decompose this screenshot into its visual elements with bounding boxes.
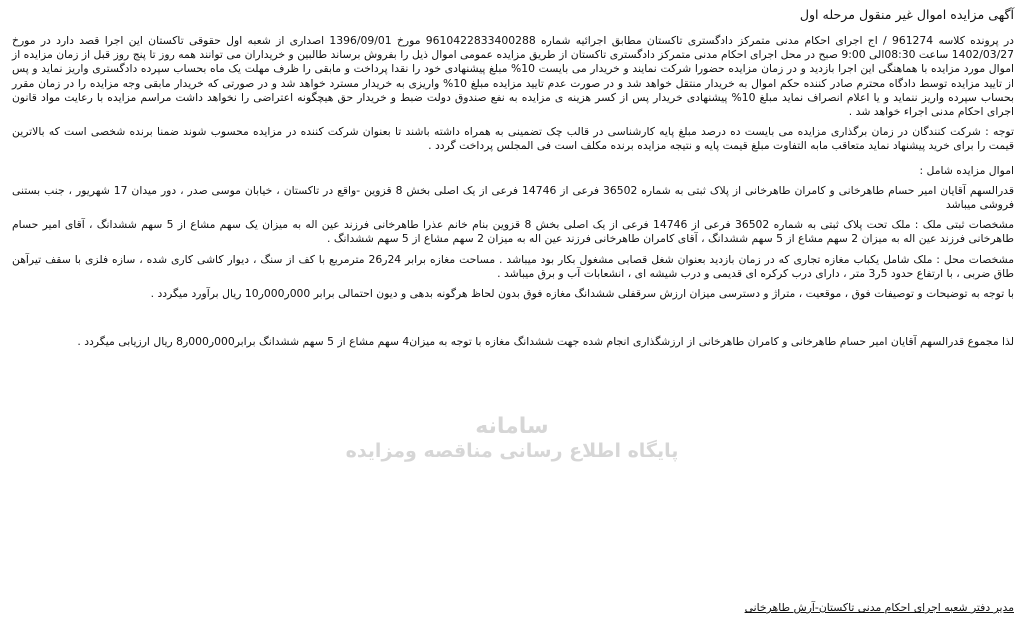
paragraph-assets-heading: اموال مزایده شامل :: [919, 163, 1014, 177]
paragraph-share-description: قدرالسهم آقایان امیر حسام طاهرخانی و کامران طاهرخانی از پلاک ثبتی به شماره 36502 فرعی از 14746 فرعی از یک اصلی بخش 8 قزوین -واقع در تاکستان ، خیابان موسی صدر ، دور میدان 17 شهریور ، جنب بستنی فروشی میباشد: [12, 183, 1014, 212]
paragraph-total-share-value: لذا مجموع قدرالسهم آقایان امیر حسام طاهرخانی و کامران طاهرخانی از ارزشگذاری انجام شده جهت ششدانگ مغازه با توجه به میزان4 سهم مشاع از 5 سهم ششدانگ برابر000ر000ر8 ریال ارزیابی میگردد .: [77, 335, 1014, 349]
paragraph-registration-details: مشخصات ثبتی ملک : ملک تحت پلاک ثبتی به شماره 36502 فرعی از 14746 فرعی از یک اصلی بخش 8 قزوین بنام خانم عذرا طاهرخانی فرزند عین اله به میزان یک سهم مشاع از 5 سهم ششدانگ ، آقای امیر حسام طاهرخانی فرزند عین اله به میزان 2 سهم مشاع از 5 سهم ششدانگ ، آقای کامران طاهرخانی فرزند عین اله به میزان 2 سهم مشاع از 5 سهم ششدانگ .: [12, 218, 1014, 246]
paragraph-location-details: مشخصات محل : ملک شامل یکباب مغازه تجاری که در زمان بازدید بعنوان شغل قصابی مشغول بکار بود میباشد . مساحت مغازه برابر 24ر26 مترمربع با کف از سنگ ، دیوار کاشی کاری شده ، سازه فلزی با سقف تیرآهن طاق ضربی ، با ارتفاع حدود 5ر3 متر ، دارای درب کرکره ای قدیمی و درب شیشه ای ، انشعابات آب و برق میباشد .: [12, 252, 1014, 280]
document-title: آگهی مزایده اموال غیر منقول مرحله اول: [799, 7, 1014, 22]
signature-line: مدیر دفتر شعبه اجرای احکام مدنی تاکستان-آرش طاهرخانی: [744, 601, 1014, 614]
paragraph-notice: توجه : شرکت کنندگان در زمان برگذاری مزایده می بایست ده درصد مبلغ پایه کارشناسی در قالب چک تضمینی به همراه داشته باشند تا بعنوان شرکت کننده در مزایده محسوب شوند ضمنا برنده شخصی است که بالاترین قیمت را برای خرید پیشنهاد نماید متعاقب مابه التفاوت مبلغ قیمت پایه و نتیجه مزایده برنده مکلف است فی المجلس پرداخت گردد .: [12, 125, 1014, 153]
spacer: [12, 307, 1014, 335]
watermark-line-2: پایگاه اطلاع رسانی مناقصه ومزایده: [345, 440, 679, 462]
paragraph-case-details: در پرونده کلاسه 961274 / اج اجرای احکام مدنی متمرکز دادگستری تاکستان مطابق اجرائیه شماره 9610422833400288 مورخ 1396/09/01 اصداری از شعبه اول حقوقی تاکستان این اجرا قصد دارد در مورخ 1402/03/27 ساعت 08:30الی 9:00 صبح در محل اجرای احکام مدنی متمرکز دادگستری تاکستان از طریق مزایده عمومی اموال ذیل را بفروش برساند طالبین و خریداران می توانند همه روز تا پنج روز قبل از زمان مزایده از اموال مورد مزایده با هماهنگی این اجرا بازدید و در زمان مزایده حضورا شرکت نمایند و خریدار می بایست 10% مبلغ پیشنهادی خود را نقدا پرداخت و مابقی را ظرف مهلت یک ماه بحساب سپرده دادگستری واریز نماید و پس از تایید مزایده توسط دادگاه محترم صادر کننده حکم اموال به خریدار منتقل خواهد شد و در صورت عدم تایید مزایده مبلغ 10% واریزی به خریدار مسترد خواهد شد و در صورتی که خریدار مابقی وجه مزایده را در زمان مقرر بحساب سپرده واریز ننماید و یا اعلام انصراف نماید مبلغ 10% پیشنهادی خریدار پس از کسر هزینه ی مزایده به نفع صندوق دولت ضبط و خریدار حق هیچگونه اعتراضی را نخواهد داشت مراسم مزایده با رعایت مواد قانون اجرای احکام مدنی اجراء خواهد شد .: [12, 34, 1014, 119]
watermark-line-1: سامانه: [475, 414, 549, 439]
paragraph-valuation: با توجه به توضیحات و توصیفات فوق ، موقعیت ، متراژ و دسترسی میزان ارزش سرقفلی ششدانگ مغازه فوق بدون لحاظ هرگونه بدهی و دیون احتمالی برابر 000ر000ر10 ریال برآورد میگردد .: [150, 287, 1014, 301]
